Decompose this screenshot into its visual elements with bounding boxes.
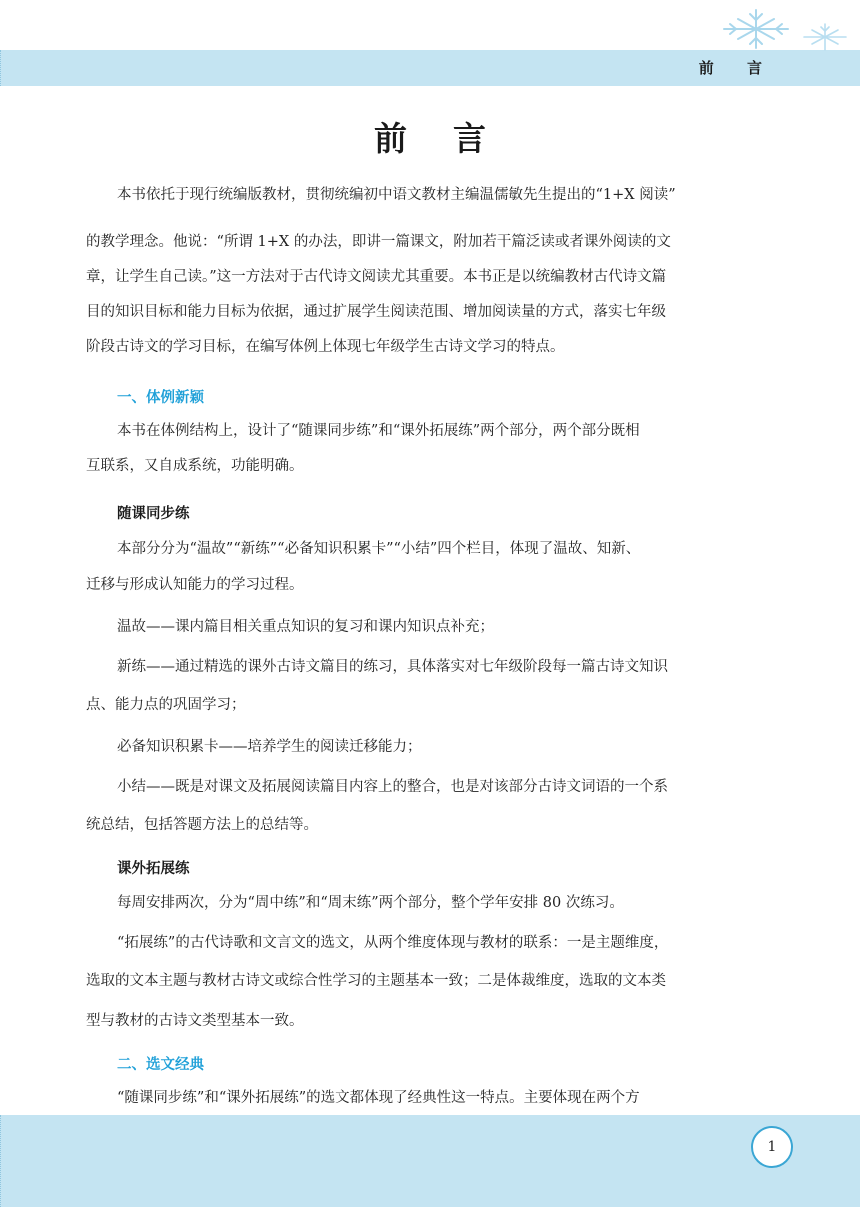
paragraph-line: 每周安排两次，分为“周中练”和“周末练”两个部分，整个学年安排 80 次练习。 bbox=[117, 895, 624, 911]
snowflake-icon bbox=[716, 6, 796, 50]
page-title: 前言 bbox=[374, 119, 532, 158]
paragraph-line: 温故——课内篇目相关重点知识的复习和课内知识点补充； bbox=[117, 619, 494, 635]
paragraph-line: “拓展练”的古代诗歌和文言文的选文，从两个维度体现与教材的联系：一是主题维度， bbox=[117, 935, 669, 951]
snowflake-icon bbox=[800, 22, 850, 52]
paragraph-line: 本书在体例结构上，设计了“随课同步练”和“课外拓展练”两个部分，两个部分既相 bbox=[117, 423, 640, 439]
subsection-heading: 随课同步练 bbox=[117, 506, 190, 522]
section-heading: 二、选文经典 bbox=[117, 1057, 204, 1073]
paragraph-line: 本部分分为“温故”“新练”“必备知识积累卡”“小结”四个栏目，体现了温故、知新、 bbox=[117, 541, 641, 557]
section-heading: 一、体例新颖 bbox=[117, 390, 204, 406]
paragraph-line: 本书依托于现行统编版教材，贯彻统编初中语文教材主编温儒敏先生提出的“1+X 阅读” bbox=[117, 187, 676, 203]
paragraph-line: 小结——既是对课文及拓展阅读篇目内容上的整合，也是对该部分古诗文词语的一个系 bbox=[117, 779, 668, 795]
paragraph-line: 阶段古诗文的学习目标，在编写体例上体现七年级学生古诗文学习的特点。 bbox=[86, 339, 565, 355]
footer-band bbox=[0, 1115, 860, 1207]
paragraph-line: 必备知识积累卡——培养学生的阅读迁移能力； bbox=[117, 739, 422, 755]
subsection-heading: 课外拓展练 bbox=[117, 861, 190, 877]
paragraph-line: 新练——通过精选的课外古诗文篇目的练习，具体落实对七年级阶段每一篇古诗文知识 bbox=[117, 659, 668, 675]
header-dotted-edge bbox=[0, 50, 4, 86]
footer-dotted-edge bbox=[0, 1115, 4, 1207]
page-number: 1 bbox=[751, 1126, 793, 1168]
paragraph-line: 点、能力点的巩固学习； bbox=[86, 697, 246, 713]
paragraph-line: 目的知识目标和能力目标为依据，通过扩展学生阅读范围、增加阅读量的方式，落实七年级 bbox=[86, 304, 666, 320]
paragraph-line: 型与教材的古诗文类型基本一致。 bbox=[86, 1013, 304, 1029]
paragraph-line: 统总结，包括答题方法上的总结等。 bbox=[86, 817, 318, 833]
paragraph-line: 选取的文本主题与教材古诗文或综合性学习的主题基本一致；二是体裁维度，选取的文本类 bbox=[86, 973, 666, 989]
paragraph-line: 章，让学生自己读。”这一方法对于古代诗文阅读尤其重要。本书正是以统编教材古代诗文篇 bbox=[86, 269, 667, 285]
paragraph-line: 迁移与形成认知能力的学习过程。 bbox=[86, 577, 304, 593]
running-header-title: 前 言 bbox=[698, 59, 776, 77]
paragraph-line: 互联系，又自成系统，功能明确。 bbox=[86, 458, 304, 474]
paragraph-line: “随课同步练”和“课外拓展练”的选文都体现了经典性这一特点。主要体现在两个方 bbox=[117, 1090, 640, 1106]
paragraph-line: 的教学理念。他说：“所谓 1+X 的办法，即讲一篇课文，附加若干篇泛读或者课外阅读的文 bbox=[86, 234, 671, 250]
